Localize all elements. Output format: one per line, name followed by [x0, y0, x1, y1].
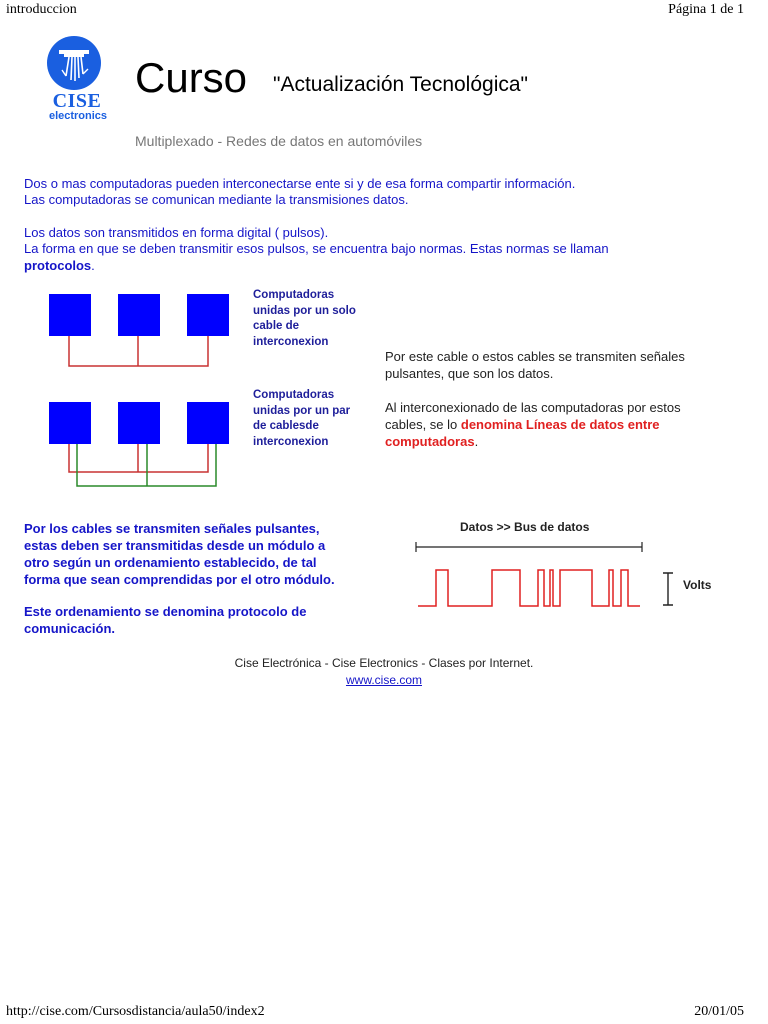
diagram-single-cable [45, 292, 235, 372]
course-name: "Actualización Tecnológica" [273, 73, 529, 96]
computer-box [187, 294, 229, 336]
computer-box [49, 402, 91, 444]
caption-line: unidas por un par [253, 404, 351, 417]
lines-explanation [385, 399, 681, 450]
caption-line: Computadoras [253, 289, 335, 301]
text-line: estas deben ser transmitidas desde un módulo a [24, 538, 326, 553]
intro-line-5 [24, 258, 95, 274]
digital-pulse-waveform [410, 538, 650, 612]
highlight-span: denomina Líneas de datos entre [460, 417, 660, 432]
volts-label: Volts [683, 578, 712, 592]
page-title: Curso [135, 54, 248, 101]
footer-link-wrap [0, 671, 768, 689]
caption-line: unidas por un solo [253, 304, 356, 317]
intro-line-5-end: . [91, 258, 95, 273]
caption-line: Computadoras [253, 389, 335, 401]
computer-box [49, 294, 91, 336]
page-header-title: introduccion [6, 2, 77, 17]
volts-scale-marker [660, 571, 676, 609]
intro-line-2: Las computadoras se comunican mediante la transmisiones datos. [24, 192, 409, 207]
print-date: 20/01/05 [694, 1004, 744, 1019]
computer-box [118, 294, 160, 336]
cise-website-link[interactable]: www.cise.com [345, 673, 422, 687]
cable-wire-green [77, 444, 216, 486]
text-line [385, 416, 681, 433]
text-span: cables, se lo [385, 417, 461, 432]
cable-wire-red [69, 444, 208, 472]
text-line: comunicación. [24, 621, 116, 636]
computer-box [118, 402, 160, 444]
caption-line: interconexion [253, 335, 329, 348]
text-line: Por los cables se transmiten señales pulsantes, [24, 521, 320, 536]
intro-line-4: La forma en que se deben transmitir esos pulsos, se encuentra bajo normas. Estas normas se llaman [24, 241, 609, 256]
computer-box [187, 402, 229, 444]
text-line: Por este cable o estos cables se transmiten señales [385, 349, 685, 364]
text-span: . [474, 434, 479, 449]
bus-span-marker [416, 542, 642, 552]
cable-explanation [385, 348, 685, 382]
diagram2-caption [253, 388, 350, 450]
logo-name: CISE [52, 90, 102, 112]
text-line: pulsantes, que son los datos. [385, 366, 554, 381]
intro-line-1: Dos o mas computadoras pueden interconectarse ente si y de esa forma compartir información. [24, 176, 576, 191]
text-line: Este ordenamiento se denomina protocolo de [24, 604, 307, 619]
print-url: http://cise.com/Cursosdistancia/aula50/index2 [6, 1004, 265, 1019]
page-header-pagenum: Página 1 de 1 [668, 2, 744, 17]
highlight-span: computadoras [385, 434, 475, 449]
text-line: forma que sean comprendidas por el otro módulo. [24, 572, 335, 587]
caption-line: cable de [253, 320, 300, 332]
protocolos-term: protocolos [24, 258, 92, 273]
diagram-double-cable [45, 400, 235, 492]
caption-line: interconexion [253, 435, 329, 448]
waveform-label: Datos >> Bus de datos [460, 520, 590, 534]
text-line: Al interconexionado de las computadoras por estos [385, 400, 681, 415]
text-line: otro según un ordenamiento establecido, de tal [24, 555, 317, 570]
pulse-train [418, 570, 640, 606]
caption-line: de cablesde [253, 420, 319, 432]
pulses-paragraph [24, 520, 335, 588]
single-cable-wire [69, 336, 208, 366]
text-line [385, 433, 681, 450]
protocol-paragraph [24, 603, 306, 637]
page-subtitle: Multiplexado - Redes de datos en automóviles [135, 133, 423, 149]
logo-sub: electronics [48, 110, 108, 122]
diagram1-caption [253, 288, 356, 350]
footer-text: Cise Electrónica - Cise Electronics - Clases por Internet. [234, 656, 534, 670]
intro-line-3: Los datos son transmitidos en forma digital ( pulsos). [24, 225, 329, 240]
